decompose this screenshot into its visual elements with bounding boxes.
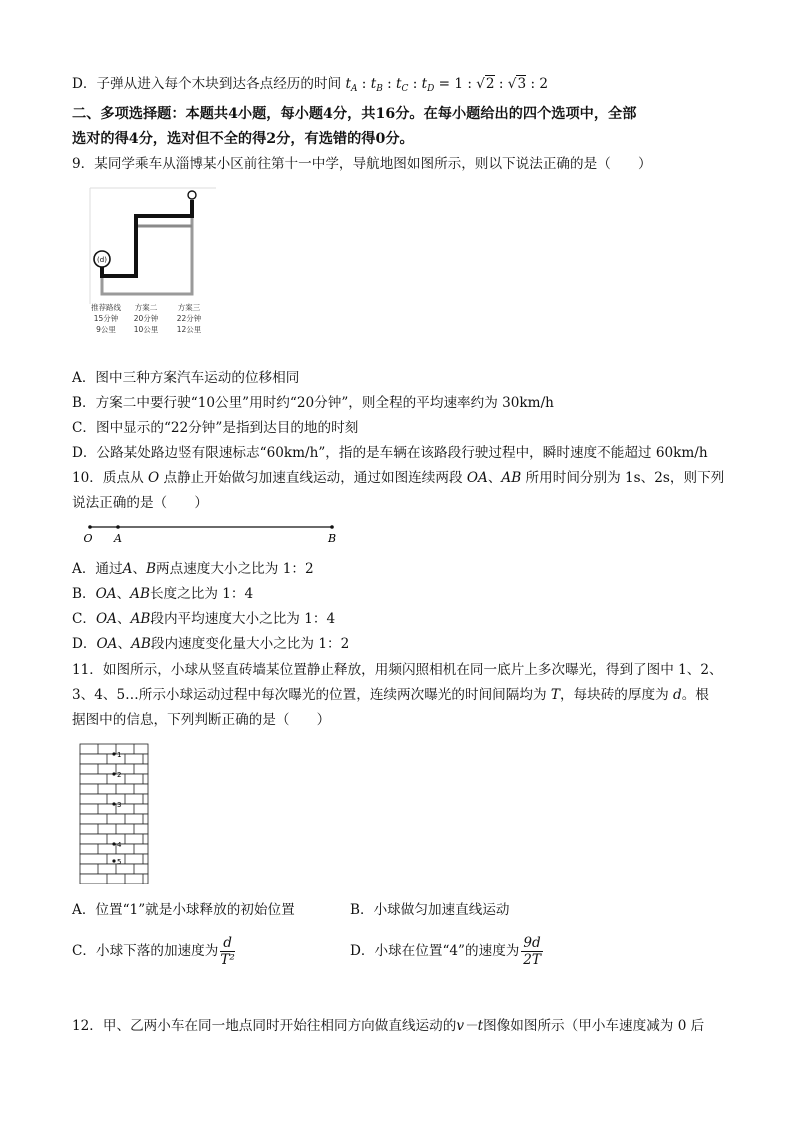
point-a-label: A	[114, 532, 122, 545]
ball-position-3	[112, 802, 115, 805]
q11-option-d: D．小球在位置“4”的速度为 $\frac{9d}{2T}$	[350, 935, 541, 968]
q11-option-b: B．小球做匀加速直线运动	[350, 902, 510, 918]
q9-option-d: D．公路某处路边竖有限速标志“60km/h”，指的是车辆在该路段行驶过程中，瞬时速度不能超过 60km/h	[72, 445, 708, 461]
q9-option-c: C．图中显示的“22分钟”是指到达目的地的时刻	[72, 420, 359, 436]
q10-stem-line1: 10．质点从 O 点静止开始做匀加速直线运动，通过如图连续两段 OA、AB 所用时间分别为 1s、2s，则下列	[72, 470, 725, 486]
q10-stem-line2: 说法正确的是（ ）	[72, 495, 208, 511]
q10-option-a: A．通过A、B两点速度大小之比为 1：2	[72, 561, 314, 577]
section2-line1: 二、多项选择题：本题共4小题，每小题4分，共16分。在每小题给出的四个选项中，全部	[72, 106, 637, 122]
acceleration-fraction: $\frac{d}{\text{T²}}$	[220, 935, 235, 968]
q11-brick-wall-figure	[78, 742, 152, 884]
ball-position-5	[112, 859, 115, 862]
q10-option-d: D．OA、AB段内速度变化量大小之比为 1：2	[72, 636, 350, 652]
q9-stem: 9．某同学乘车从淄博某小区前往第十一中学，导航地图如图所示，则以下说法正确的是（ ）	[72, 156, 652, 172]
route-1-time: 15分钟	[93, 314, 119, 323]
route-1-name: 推荐路线	[91, 303, 121, 312]
q12-stem: 12．甲、乙两小车在同一地点同时开始往相同方向做直线运动的v－t图像如图所示（甲小车速度减为 0 后	[72, 1018, 705, 1034]
route-3-dist: 12公里	[176, 325, 202, 334]
end-marker-icon	[188, 191, 196, 199]
ball-position-label-5: 5	[117, 858, 122, 866]
point-b-label: B	[327, 532, 337, 545]
ball-position-label-1: 1	[117, 751, 122, 759]
start-marker-label: (d)	[97, 256, 107, 264]
ball-position-label-2: 2	[117, 771, 122, 779]
ball-position-2	[112, 772, 115, 775]
route-1-dist: 9公里	[96, 325, 116, 334]
route-3-name: 方案三	[177, 303, 201, 312]
brick-row	[80, 864, 148, 874]
q9-navigation-map-figure	[88, 186, 218, 346]
ball-position-1	[112, 752, 115, 755]
route-2-dist: 10公里	[133, 325, 159, 334]
q10-option-c: C．OA、AB段内平均速度大小之比为 1：4	[72, 611, 336, 627]
brick-row	[80, 874, 148, 884]
q11-option-c: C．小球下落的加速度为 $\frac{d}{\text{T²}}$	[72, 935, 235, 968]
q9-option-b: B．方案二中要行驶“10公里”用时约“20分钟”，则全程的平均速率约为 30km/h	[72, 395, 554, 411]
q8d-prefix: D．子弹从进入每个木块到达各点经历的时间	[72, 76, 342, 92]
q11-stem-line3: 据图中的信息，下列判断正确的是（ ）	[72, 712, 331, 728]
section2-line2: 选对的得4分，选对但不全的得2分，有选错的得0分。	[72, 131, 414, 147]
brick-row	[80, 814, 148, 824]
q8-option-d: D．子弹从进入每个木块到达各点经历的时间 $t_A$ : $t_B$ : $t_C$ : $t_D = 1$ : √2 : √3 : 2	[72, 76, 548, 94]
q11-option-a: A．位置“1”就是小球释放的初始位置	[72, 902, 295, 918]
q11-stem-line1: 11．如图所示，小球从竖直砖墙某位置静止释放，用频闪照相机在同一底片上多次曝光，得到了图中 1、2、	[72, 662, 723, 678]
route-2-time: 20分钟	[133, 314, 159, 323]
brick-row	[80, 824, 148, 834]
q11-stem-line2: 3、4、5…所示小球运动过程中每次曝光的位置，连续两次曝光的时间间隔均为 T，每块砖的厚度为 d。根	[72, 687, 709, 703]
q9-option-a: A．图中三种方案汽车运动的位移相同	[72, 370, 300, 386]
route-3-time: 22分钟	[176, 314, 202, 323]
point-o-label: O	[83, 532, 93, 545]
ball-position-label-4: 4	[117, 841, 122, 849]
q10-line-segment-figure	[80, 518, 350, 546]
velocity-fraction: $\frac{9d}{2T}$	[523, 935, 541, 968]
route-2-name: 方案二	[134, 303, 158, 312]
ball-position-label-3: 3	[117, 801, 122, 809]
q10-option-b: B．OA、AB长度之比为 1：4	[72, 586, 254, 602]
brick-row	[80, 784, 148, 794]
ball-position-4	[112, 842, 115, 845]
